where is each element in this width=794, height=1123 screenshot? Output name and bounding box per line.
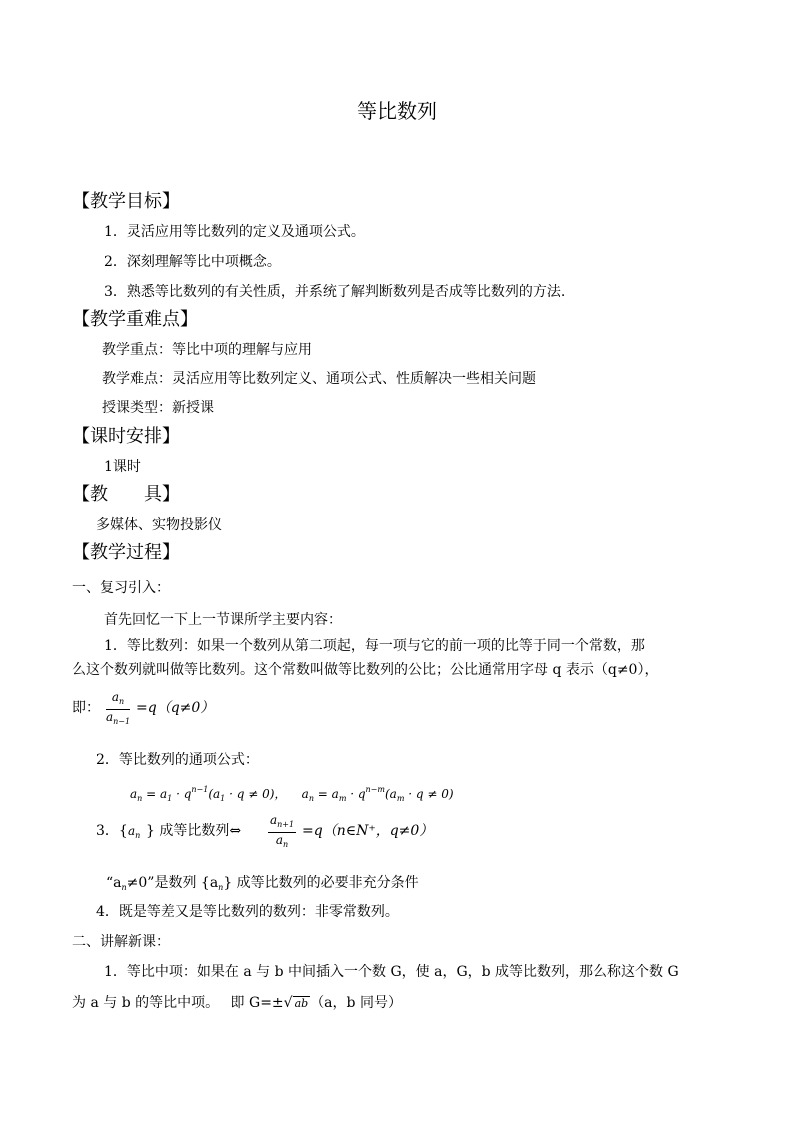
gm-text-a: 为 a 与 b 的等比中项。 即 G=± (72, 995, 284, 1011)
item3-prefix: 3．{ (96, 823, 128, 839)
definition-prefix: 即： (72, 700, 100, 716)
section-heading-process: 【教学过程】 (72, 542, 180, 563)
ratio-fraction: $\frac{a_n}{a_{n-1}}$ (106, 690, 131, 726)
section-heading-goals: 【教学目标】 (72, 191, 180, 212)
gm-sqrt: ab (294, 997, 309, 1010)
item3-rhs: =q（n∈N⁺，q≠0） (302, 823, 434, 839)
general-term-formula: $a_n = a_1 \cdot q^{n-1}(a_1 \cdot q \ne 0)$， $a_n = a_m \cdot q^{n-m}(a_m \cdot q \ne 0)$ (130, 785, 454, 803)
schedule-text: 1课时 (104, 459, 141, 475)
part2-heading: 二、讲解新课： (72, 934, 170, 950)
ratio-rhs: =q（q≠0） (136, 700, 215, 716)
item3-sequence: $a_n$ (128, 824, 141, 840)
tools-text: 多媒体、实物投影仪 (96, 517, 222, 533)
definition-line-1: 1．等比数列：如果一个数列从第二项起，每一项与它的前一项的比等于同一个常数，那 (104, 638, 645, 654)
item3-mid: } 成等比数列⇔ (146, 823, 242, 839)
gm-text-b: （a，b 同号） (310, 995, 402, 1011)
geometric-mean-line-1: 1．等比中项：如果在 a 与 b 中间插入一个数 G，使 a，G，b 成等比数列，那么称这个数 G (104, 964, 679, 980)
section-heading-tools: 【教 具】 (72, 484, 180, 505)
nec-sub-n2: n (218, 883, 224, 892)
nec-end: } 成等比数列的必要非充分条件 (223, 875, 419, 891)
nec-middle: ≠0”是数列 {a (126, 875, 219, 891)
item4-text: 4．既是等差又是等比数列的数列：非零常数列。 (96, 904, 399, 920)
part1-heading: 一、复习引入： (72, 580, 170, 596)
necessary-condition-line (106, 873, 419, 898)
section-heading-keypoints: 【教学重难点】 (72, 309, 198, 330)
sqrt-sign-icon: √ (283, 995, 293, 1011)
geometric-mean-line-2 (72, 993, 402, 1013)
page-title: 等比数列 (357, 99, 437, 123)
keypoint-item-2: 教学难点：灵活应用等比数列定义、通项公式、性质解决一些相关问题 (102, 371, 536, 387)
goal-item-1: 1．灵活应用等比数列的定义及通项公式。 (104, 224, 365, 240)
goal-item-3: 3．熟悉等比数列的有关性质，并系统了解判断数列是否成等比数列的方法. (104, 284, 566, 300)
keypoint-item-3: 授课类型：新授课 (102, 400, 214, 416)
recall-text: 首先回忆一下上一节课所学主要内容： (104, 612, 342, 628)
definition-line-2: 么这个数列就叫做等比数列。这个常数叫做等比数列的公比；公比通常用字母 q 表示（q≠0）， (72, 662, 659, 678)
goal-item-2: 2．深刻理解等比中项概念。 (104, 254, 281, 270)
item3-fraction: $\frac{a_{n+1}}{a_n}$ (270, 813, 295, 849)
nec-open: “a (106, 875, 122, 891)
section-heading-schedule: 【课时安排】 (72, 426, 180, 447)
general-term-title: 2．等比数列的通项公式： (96, 752, 259, 768)
keypoint-item-1: 教学重点：等比中项的理解与应用 (102, 342, 312, 358)
nec-sub-n: n (121, 883, 127, 892)
